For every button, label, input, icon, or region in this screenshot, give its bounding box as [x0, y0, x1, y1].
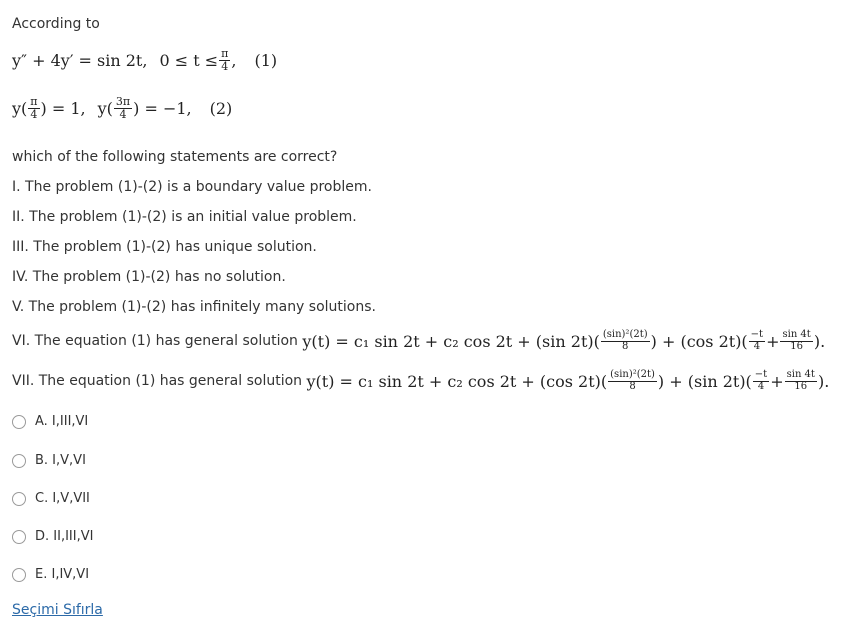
- equation-2-tag: (2): [209, 98, 233, 118]
- fraction-numerator: sin 4t: [782, 329, 811, 340]
- formula-fraction: [749, 330, 765, 352]
- option-e-label[interactable]: E. I,IV,VI: [35, 567, 90, 582]
- option-d-label[interactable]: D. II,III,VI: [35, 529, 94, 544]
- option-d[interactable]: [12, 529, 93, 544]
- formula-fraction: [753, 370, 769, 392]
- equation-1: [12, 48, 277, 72]
- fraction-numerator: (sin)²(2t): [602, 329, 648, 340]
- option-c-radio[interactable]: [12, 492, 26, 506]
- fraction-denominator: 4: [119, 107, 127, 121]
- fraction-numerator: π: [30, 95, 38, 108]
- condition-2-suffix: ) = −1,: [133, 98, 192, 118]
- formula-fraction: [601, 330, 650, 352]
- formula-fraction: [780, 330, 812, 352]
- option-c-label[interactable]: C. I,V,VII: [35, 491, 90, 506]
- condition-1-prefix: y(: [12, 98, 28, 118]
- equation-1-comma: ,: [231, 50, 237, 70]
- option-e[interactable]: [12, 567, 89, 582]
- statement-3: III. The problem (1)-(2) has unique solution.: [12, 239, 317, 255]
- fraction-numerator: −t: [754, 369, 768, 380]
- option-a-label[interactable]: A. I,III,VI: [35, 414, 89, 429]
- reset-selection-link[interactable]: Seçimi Sıfırla: [12, 602, 103, 618]
- statement-7-text: VII. The equation (1) has general solution: [12, 373, 303, 389]
- statement-4: IV. The problem (1)-(2) has no solution.: [12, 269, 286, 285]
- statement-5: V. The problem (1)-(2) has infinitely many solutions.: [12, 299, 376, 315]
- formula-part: y(t) = c₁ sin 2t + c₂ cos 2t + (sin 2t)(: [302, 331, 600, 351]
- option-b-label[interactable]: B. I,V,VI: [35, 453, 86, 468]
- formula-part: ).: [817, 371, 830, 391]
- condition-1-suffix: ) = 1,: [40, 98, 86, 118]
- statement-6-formula: [302, 330, 825, 352]
- statement-6: [12, 330, 825, 352]
- fraction-denominator: 4: [30, 107, 38, 121]
- option-a[interactable]: [12, 414, 88, 429]
- condition-2-fraction: [114, 96, 132, 120]
- formula-part: ) + (cos 2t)(: [650, 331, 748, 351]
- equation-1-tag: (1): [254, 50, 278, 70]
- fraction-numerator: sin 4t: [786, 369, 815, 380]
- statement-6-text: VI. The equation (1) has general solution: [12, 333, 298, 349]
- statement-7: [12, 370, 829, 392]
- formula-part: ).: [813, 331, 826, 351]
- fraction-numerator: (sin)²(2t): [610, 369, 655, 380]
- question-text: which of the following statements are correct?: [12, 149, 338, 165]
- equation-2: [12, 96, 232, 120]
- formula-part: y(t) = c₁ sin 2t + c₂ cos 2t + (cos 2t)(: [306, 371, 608, 391]
- fraction-numerator: −t: [750, 329, 764, 340]
- equation-1-lhs: y″ + 4y′ = sin 2t,: [12, 50, 148, 70]
- statement-7-formula: [306, 370, 829, 392]
- fraction-denominator: 4: [757, 380, 765, 392]
- statement-1: I. The problem (1)-(2) is a boundary value problem.: [12, 179, 372, 195]
- formula-plus: +: [766, 331, 780, 351]
- condition-1-fraction: [28, 96, 39, 120]
- fraction-denominator: 16: [794, 380, 808, 392]
- formula-plus: +: [770, 371, 784, 391]
- formula-fraction: [785, 370, 817, 392]
- option-d-radio[interactable]: [12, 530, 26, 544]
- formula-fraction: [608, 370, 657, 392]
- equation-1-range-fraction: [219, 48, 230, 72]
- condition-2-prefix: y(: [97, 98, 113, 118]
- question-intro: According to: [12, 16, 100, 32]
- formula-part: ) + (sin 2t)(: [657, 371, 752, 391]
- option-a-radio[interactable]: [12, 415, 26, 429]
- option-b[interactable]: [12, 453, 86, 468]
- statement-2: II. The problem (1)-(2) is an initial value problem.: [12, 209, 357, 225]
- option-c[interactable]: [12, 491, 90, 506]
- fraction-denominator: 16: [790, 340, 804, 352]
- option-e-radio[interactable]: [12, 568, 26, 582]
- fraction-numerator: π: [221, 47, 229, 60]
- fraction-denominator: 8: [622, 340, 629, 352]
- fraction-denominator: 8: [629, 380, 636, 392]
- equation-1-range: 0 ≤ t ≤: [159, 50, 219, 70]
- fraction-numerator: 3π: [115, 95, 131, 108]
- option-b-radio[interactable]: [12, 454, 26, 468]
- fraction-denominator: 4: [753, 340, 761, 352]
- fraction-denominator: 4: [221, 59, 229, 73]
